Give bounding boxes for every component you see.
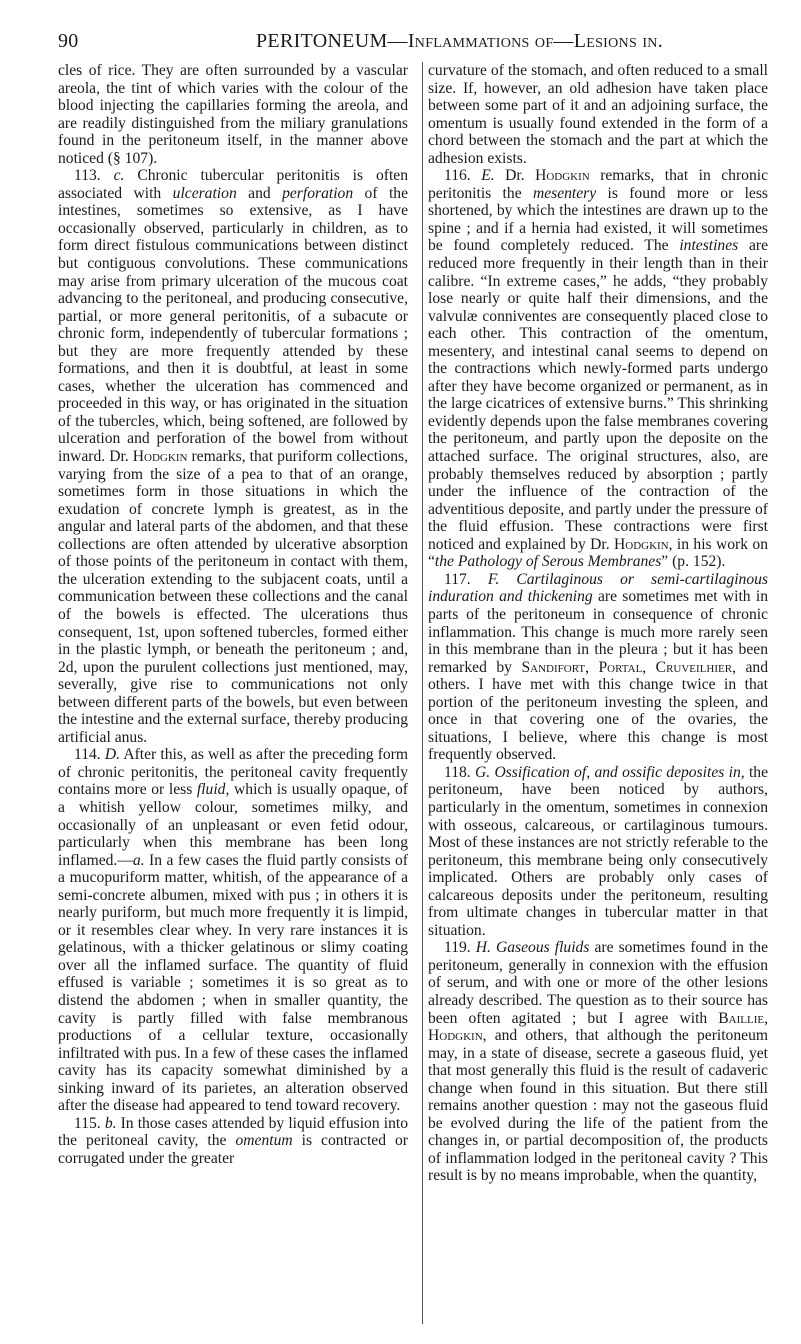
text-run: perforation <box>282 184 354 202</box>
text-run: 119. <box>444 939 476 957</box>
text-run: E. <box>481 167 495 185</box>
text-run: H. Gaseous fluids <box>475 939 590 957</box>
text-run: the Pathology of Serous Membranes <box>434 553 662 571</box>
paragraph <box>428 167 768 571</box>
text-run: 113. <box>74 167 114 185</box>
text-run: Dr. <box>494 167 536 185</box>
paragraph <box>58 167 408 746</box>
text-run: Sandifort, Portal, Cruveilhier, <box>521 658 736 676</box>
text-run: ulceration <box>172 184 237 202</box>
text-run: omentum <box>235 1132 293 1150</box>
text-run: 117. <box>444 570 488 588</box>
text-run: which is usually opaque, of a whitish yellow colour, sometimes milky, and occasionally of an unpleasant or even fetid odour, particularly when this membrane has been long inflamed.— <box>58 781 408 869</box>
text-run: 114. <box>74 746 105 764</box>
text-run: 118. <box>444 763 476 781</box>
text-run: are sometimes found in the peritoneum, generally in connexion with the effusion of serum, and with one or more of the other lesions already described. The question as to their source has been often agitated ; but I agree with <box>428 939 769 1027</box>
page-number: 90 <box>58 30 79 52</box>
left-column <box>58 62 408 1167</box>
text-run: D. <box>104 746 121 764</box>
right-column <box>428 62 768 1185</box>
text-run: F. Cartilaginous or semi-cartilaginous induration and thickening <box>428 570 768 606</box>
text-run: b. <box>104 1114 117 1132</box>
text-run: , in his work on “ <box>428 535 768 571</box>
paragraph <box>428 764 768 939</box>
running-title-subtitle: Inflammations of—Lesions in. <box>407 30 664 52</box>
running-head <box>58 30 741 56</box>
text-run: and others. I have met with this change twice in that portion of the peritoneum investing the spleen, and once in that covering one of the ovaries, the situations, I believe, where this change is most frequently observed. <box>428 658 768 764</box>
text-run: Hodgkin <box>613 535 669 553</box>
paragraph <box>428 571 768 764</box>
text-run: is found more or less shortened, by which the intestines are drawn up to the spine ; and if a hernia had existed, it will sometimes be found completely reduced. The <box>428 184 768 255</box>
text-run: Baillie, Hodgkin, <box>428 1009 768 1045</box>
paragraph <box>58 62 408 167</box>
text-run: Chronic tubercular peritonitis is often associated with <box>58 167 408 202</box>
paragraph <box>58 746 408 1114</box>
paragraph <box>428 62 768 167</box>
text-run: Hodgkin <box>132 448 188 466</box>
text-run: are reduced more frequently in their length than in their calibre. “In extreme cases,” he adds, “they probably lose nearly or quite half their dimensions, and the valvulæ conniventes are consequently placed close to each other. This contraction of the omentum, mesentery, and intestinal canal seems to depend on the contractions which newly-formed parts undergo after they have become organized or permanent, as in the large cicatrices of extensive burns.” This shrinking evidently depends upon the false membranes covering the peritoneum, and partly upon the deposite on the attached surface. The original structures, also, are probably themselves reduced by absorption ; partly under the influence of the contraction of the adventitious deposite, and partly under the pressure of the fluid effusion. These contractions were first noticed and explained by Dr. <box>428 237 768 553</box>
text-run: remarks, that puriform collections, varying from the size of a pea to that of an orange, sometimes form in those situations in which the exudation of concrete lymph is greatest, as in the angular and lateral parts of the abdomen, and that these collections are often attended by ulcerative absorption of those points of the peritoneum in contact with them, the ulceration extending to the subjacent coats, until a communication between these collections and the canal of the bowels is effected. The ulcerations thus consequent, 1st, upon softened tubercles, formed either in the plastic lymph, or beneath the peritoneum ; and, 2d, upon the purulent collections just mentioned, may, severally, give rise to communications not only between different parts of the bowels, but even between the intestine and the external surface, thereby producing artificial anus. <box>58 448 408 746</box>
text-run: and others, that although the peritoneum may, in a state of disease, secrete a gaseous fluid, yet that most generally this fluid is the result of cadaveric change when found in this situation. But there still remains another question : may not the gaseous fluid be evolved during the life of the patient from the changes in, or partial decomposition of, the products of inflammation lodged in the peritoneal cavity ? This result is by no means improbable, when the quantity, <box>428 1027 768 1185</box>
text-run: and <box>236 184 283 202</box>
running-title-main: PERITONEUM— <box>256 30 408 52</box>
text-run: 115. <box>74 1114 105 1132</box>
text-run: After this, as well as after the preceding form of chronic peritonitis, the peritoneal cavity frequently contains more or less <box>58 746 409 799</box>
column-rule <box>422 62 423 1324</box>
running-title <box>256 30 663 53</box>
text-run: intestines <box>679 237 739 255</box>
text-run: ” (p. 152). <box>661 553 726 571</box>
paragraph <box>428 939 768 1185</box>
paragraph <box>58 1115 408 1168</box>
text-run: In a few cases the fluid partly consists of a mucopuriform matter, whitish, of the appearance of a semi-concrete albumen, mixed with pus ; in others it is nearly puriform, but much more frequently it is limpid, or it resembles clear whey. In very rare instances it is gelatinous, with a thicker gelatinous or slimy coating over all the inflamed surface. The quantity of fluid effused is variable ; sometimes it is so great as to distend the abdomen ; when in smaller quantity, the cavity is partly filled with false membranous productions of a cellular texture, occasionally infiltrated with pus. In a few of these cases the inflamed cavity has its capacity somewhat diminished by a sinking inward of its parietes, an alteration observed after the disease had appeared to tend toward recovery. <box>58 851 408 1115</box>
text-run: remarks, that in chronic peritonitis the <box>428 167 768 202</box>
text-run: G. Ossification of, and ossific deposites in, <box>475 763 745 781</box>
text-run: mesentery <box>532 184 597 202</box>
text-run: curvature of the stomach, and often reduced to a small size. If, however, an old adhesion have taken place between some part of it and an adjoining surface, the omentum is usually found extended in the form of a chord between the stomach and the part at which the adhesion exists. <box>428 62 768 167</box>
text-run: a. <box>132 851 145 869</box>
text-run: cles of rice. They are often surrounded by a vascular areola, the tint of which varies with the colour of the blood injecting the capillaries forming the areola, and are readily distinguished from the miliary granulations found in the peritoneum itself, in the manner above noticed (§ 107). <box>58 62 408 167</box>
text-run: are sometimes met with in parts of the peritoneum in consequence of chronic inflammation. This change is much more rarely seen in this membrane than in the pleura ; but it has been remarked by <box>428 588 769 676</box>
text-run: In those cases attended by liquid effusion into the peritoneal cavity, the <box>58 1114 408 1150</box>
text-run: of the intestines, sometimes so extensive, as I have occasionally observed, particularly in children, as to form direct fistulous communications between distinct but contiguous convolutions. These communications may arise from primary ulceration of the mucous coat advancing to the peritoneal, and producing consecutive, partial, or more general peritonitis, of a subacute or chronic form, independently of tubercular formations ; but they are more frequently attended by these formations, and then it is doubtful, at least in some cases, whether the ulceration has commenced and proceeded in this way, or has originated in the situation of the tubercles, which, being softened, are followed by ulceration and perforation of the bowel from without inward. Dr. <box>58 184 409 466</box>
text-run: Hodgkin <box>535 167 590 185</box>
text-run: is contracted or corrugated under the greater <box>58 1132 408 1167</box>
text-run: the peritoneum, have been noticed by authors, particularly in the omentum, sometimes in connexion with osseous, calcareous, or cartilaginous tumours. Most of these instances are not strictly referable to the peritoneum, this membrane being only consecutively implicated. Others are probably only cases of calcareous deposits under the peritoneum, resulting from ultimate changes in tubercular matter in that situation. <box>428 763 769 939</box>
text-run: 116. <box>444 167 482 185</box>
text-run: fluid, <box>196 781 230 799</box>
text-columns <box>58 62 769 1332</box>
text-run: c. <box>113 167 125 185</box>
